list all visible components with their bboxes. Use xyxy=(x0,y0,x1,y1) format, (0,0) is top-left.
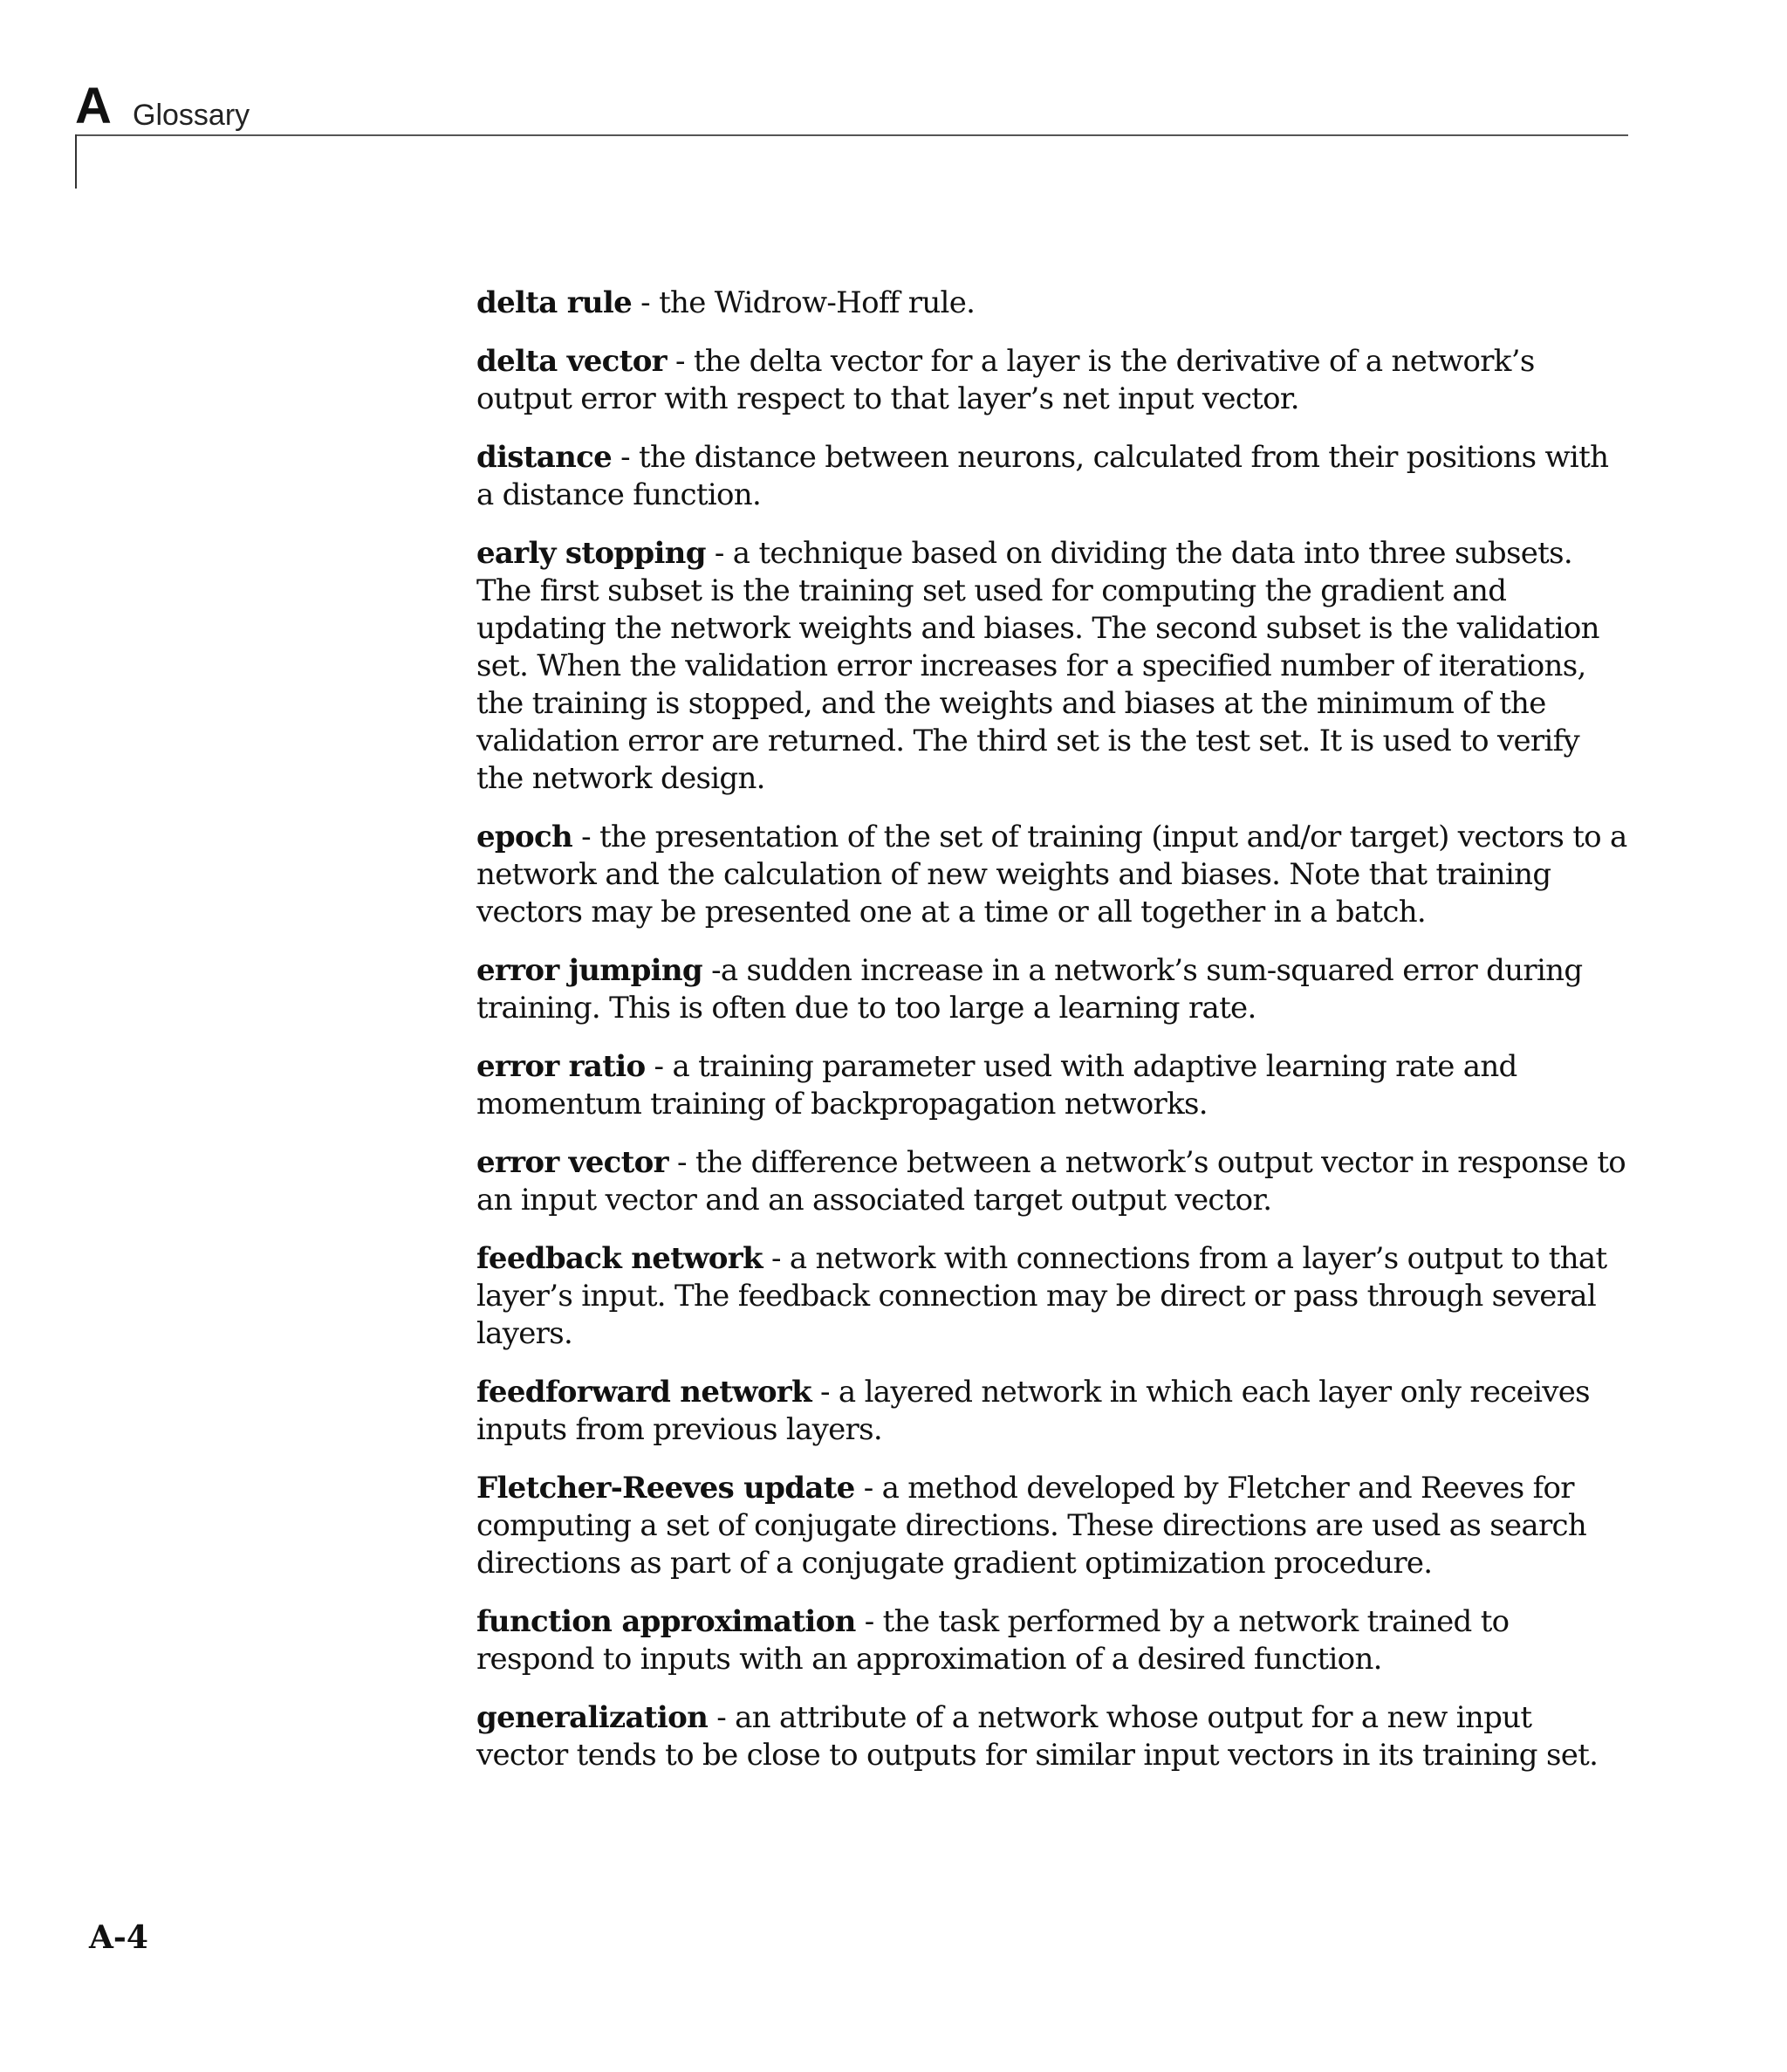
header-margin-tick xyxy=(75,134,77,189)
header-rule xyxy=(75,134,1628,136)
glossary-entry-distance xyxy=(476,439,1628,514)
glossary-term: generalization xyxy=(476,1700,709,1735)
glossary-term: function approximation xyxy=(476,1604,856,1639)
glossary-term: delta vector xyxy=(476,344,667,379)
glossary-term: early stopping xyxy=(476,536,706,571)
glossary-term: error jumping xyxy=(476,953,702,988)
glossary-definition: - the task performed by a network trained to respond to inputs with an approximation of a desired function. xyxy=(476,1604,1510,1677)
glossary-entry-error-jumping xyxy=(476,952,1628,1027)
glossary-entry-error-vector xyxy=(476,1144,1628,1219)
glossary-term: delta rule xyxy=(476,285,633,320)
page-number: A-4 xyxy=(89,1919,148,1956)
glossary-entry-function-approximation xyxy=(476,1603,1628,1678)
glossary-definition: - the distance between neurons, calculated from their positions with a distance function. xyxy=(476,440,1609,512)
glossary-term: feedback network xyxy=(476,1241,763,1276)
glossary-entry-feedforward-network xyxy=(476,1374,1628,1449)
glossary-entry-early-stopping xyxy=(476,535,1628,798)
glossary-term: Fletcher-Reeves update xyxy=(476,1471,855,1506)
glossary-definition: - a technique based on dividing the data into three subsets. The first subset is the training set used for computing the gradient and updating the network weights and biases. The second subset is the validation set. When the validation error increases for a specified number of iterations, the training is stopped, and the weights and biases at the minimum of the validation error are returned. The third set is the test set. It is used to verify the network design. xyxy=(476,536,1599,796)
glossary-term: error ratio xyxy=(476,1049,646,1084)
glossary-term: error vector xyxy=(476,1145,668,1180)
glossary-entry-error-ratio xyxy=(476,1048,1628,1123)
glossary-definition: -a sudden increase in a network’s sum-squared error during training. This is often due to too large a learning rate. xyxy=(476,953,1583,1026)
glossary-entry-feedback-network xyxy=(476,1240,1628,1353)
glossary-entry-epoch xyxy=(476,819,1628,931)
chapter-title: Glossary xyxy=(133,99,250,132)
glossary-list xyxy=(476,285,1628,1795)
glossary-entry-generalization xyxy=(476,1699,1628,1774)
glossary-entry-delta-rule xyxy=(476,285,1628,322)
glossary-definition: - a network with connections from a layer’s output to that layer’s input. The feedback connection may be direct or pass through several layers. xyxy=(476,1241,1607,1351)
page-header xyxy=(75,80,1628,138)
glossary-definition: - an attribute of a network whose output for a new input vector tends to be close to outputs for similar input vectors in its training set. xyxy=(476,1700,1599,1773)
glossary-term: feedforward network xyxy=(476,1375,811,1410)
glossary-definition: - the difference between a network’s output vector in response to an input vector and an associated target output vector. xyxy=(476,1145,1626,1218)
chapter-letter: A xyxy=(75,78,112,134)
glossary-definition: - the delta vector for a layer is the derivative of a network’s output error with respect to that layer’s net input vector. xyxy=(476,344,1535,416)
glossary-definition: - a layered network in which each layer only receives inputs from previous layers. xyxy=(476,1375,1590,1447)
glossary-entry-fletcher-reeves-update xyxy=(476,1470,1628,1582)
glossary-term: epoch xyxy=(476,820,573,854)
glossary-term: distance xyxy=(476,440,613,475)
glossary-entry-delta-vector xyxy=(476,343,1628,418)
glossary-definition: - a method developed by Fletcher and Reeves for computing a set of conjugate directions. These directions are used as search directions as part of a conjugate gradient optimization procedure. xyxy=(476,1471,1587,1581)
glossary-definition: - the presentation of the set of training (input and/or target) vectors to a network and the calculation of new weights and biases. Note that training vectors may be presented one at a time or all together in a batch. xyxy=(476,820,1627,930)
glossary-definition: - a training parameter used with adaptive learning rate and momentum training of backpropagation networks. xyxy=(476,1049,1517,1122)
glossary-definition: - the Widrow-Hoff rule. xyxy=(632,285,976,320)
